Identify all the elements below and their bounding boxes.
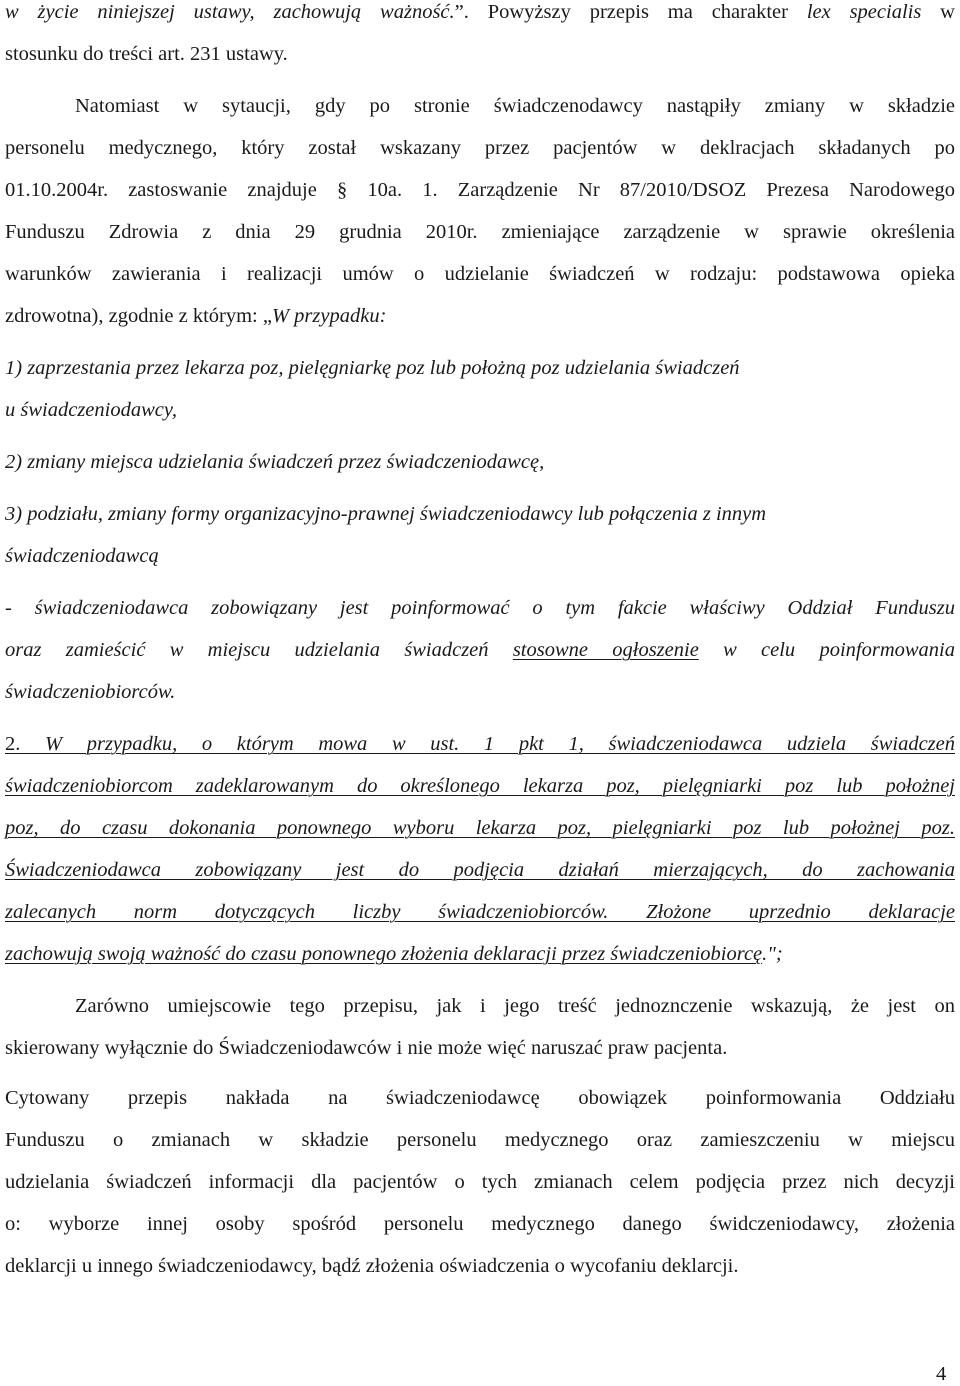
text-line — [5, 398, 177, 422]
text-segment: o: wyborze innej osoby spośród personelu medycznego danego świdczeniodawcy, złożenia — [5, 1213, 955, 1235]
text-segment: 3) podziału, zmiany formy organizacyjno-prawnej świadczeniodawcy lub połączenia z innym — [5, 503, 767, 525]
text-line — [5, 1128, 955, 1152]
text-segment: w życie niniejszej ustawy, zachowują ważność. — [5, 1, 455, 23]
text-segment: świadczeniobiorców. — [5, 681, 176, 703]
text-segment: stosunku do treści art. 231 ustawy. — [5, 43, 288, 65]
text-segment: 2) zmiany miejsca udzielania świadczeń przez świadczeniodawcę, — [5, 451, 545, 473]
text-line — [5, 304, 386, 328]
text-segment: zdrowotna), zgodnie z którym: „ — [5, 305, 272, 327]
text-segment: deklarcji u innego świadczeniodawcy, bądź złożenia oświadczenia o wycofaniu deklarcji. — [5, 1255, 739, 1277]
text-line — [5, 858, 955, 882]
text-line — [5, 1086, 955, 1110]
text-line — [5, 42, 288, 66]
text-segment: warunków zawierania i realizacji umów o udzielanie świadczeń w rodzaju: podstawowa opieka — [5, 263, 955, 285]
text-segment: zachowują swoją ważność do czasu ponownego złożenia deklaracji przez świadczeniobiorcę — [5, 943, 763, 965]
text-segment: Zarówno umiejscowie tego przepisu, jak i jego treść jednoznczenie wskazują, że jest on — [75, 995, 955, 1017]
text-line — [5, 638, 955, 662]
text-segment: Cytowany przepis nakłada na świadczeniodawcę obowiązek poinformowania Oddziału — [5, 1087, 955, 1109]
page-number: 4 — [936, 1363, 947, 1385]
text-line — [5, 900, 955, 924]
text-segment: skierowany wyłącznie do Świadczeniodawców i nie może więć naruszać praw pacjenta. — [5, 1037, 728, 1059]
text-segment: - świadczeniodawca zobowiązany jest poinformować o tym fakcie właściwy Oddział Funduszu — [5, 597, 955, 619]
text-line — [5, 502, 766, 526]
text-segment: personelu medycznego, który został wskazany przez pacjentów w deklracjach składanych po — [5, 137, 955, 159]
text-line — [5, 1212, 955, 1236]
text-line — [5, 942, 783, 966]
text-line — [5, 544, 159, 568]
text-line — [5, 1170, 955, 1194]
text-line — [5, 1254, 739, 1278]
text-line — [5, 262, 955, 286]
text-segment: Świadczeniodawca zobowiązany jest do podjęcia działań mierzających, do zachowania — [5, 859, 955, 881]
text-line — [5, 356, 740, 380]
text-segment: poz, do czasu dokonania ponownego wyboru lekarza poz, pielęgniarki poz lub położnej poz. — [5, 817, 955, 839]
text-segment: w celu poinformowania — [698, 639, 956, 661]
text-segment: W przypadku: — [271, 305, 387, 327]
text-line — [5, 680, 175, 704]
text-line — [5, 732, 955, 756]
text-segment: 2. — [5, 733, 46, 755]
text-line — [5, 178, 955, 202]
text-segment: 1) zaprzestania przez lekarza poz, pielęgniarkę poz lub położną poz udzielania świadczeń — [5, 357, 740, 379]
text-line — [75, 94, 955, 118]
text-segment: ."; — [762, 943, 783, 965]
text-line — [5, 136, 955, 160]
text-segment: lex specialis — [806, 1, 922, 23]
text-segment: świadczeniodawcą — [5, 545, 159, 567]
text-segment: zalecanych norm dotyczących liczby świadczeniobiorców. Złożone uprzednio deklaracje — [5, 901, 955, 923]
text-segment: w — [921, 1, 955, 23]
text-line — [5, 220, 955, 244]
text-segment: 01.10.2004r. zastoswanie znajduje § 10a. 1. Zarządzenie Nr 87/2010/DSOZ Prezesa Narodowego — [5, 179, 955, 201]
text-line — [5, 596, 955, 620]
text-segment: świadczeniobiorcom zadeklarowanym do określonego lekarza poz, pielęgniarki poz lub położnej — [5, 775, 955, 797]
text-segment: Funduszu Zdrowia z dnia 29 grudnia 2010r. zmieniające zarządzenie w sprawie określenia — [5, 221, 955, 243]
text-line — [5, 0, 955, 24]
text-segment: udzielania świadczeń informacji dla pacjentów o tych zmianach celem podjęcia przez nich decyzji — [5, 1171, 955, 1193]
text-line — [5, 774, 955, 798]
text-segment: Natomiast w sytaucji, gdy po stronie świadczenodawcy nastąpiły zmiany w składzie — [75, 95, 955, 117]
text-segment: Funduszu o zmianach w składzie personelu medycznego oraz zamieszczeniu w miejscu — [5, 1129, 955, 1151]
text-line — [5, 450, 544, 474]
text-segment: u świadczeniodawcy, — [5, 399, 177, 421]
text-segment: W przypadku, o którym mowa w ust. 1 pkt 1, świadczeniodawca udziela świadczeń — [45, 733, 955, 755]
text-segment: ”. Powyższy przepis ma charakter — [454, 1, 807, 23]
text-segment: stosowne ogłoszenie — [512, 639, 699, 661]
text-line — [5, 816, 955, 840]
text-segment: oraz zamieścić w miejscu udzielania świadczeń — [5, 639, 513, 661]
text-line — [75, 994, 955, 1018]
text-line — [5, 1036, 727, 1060]
